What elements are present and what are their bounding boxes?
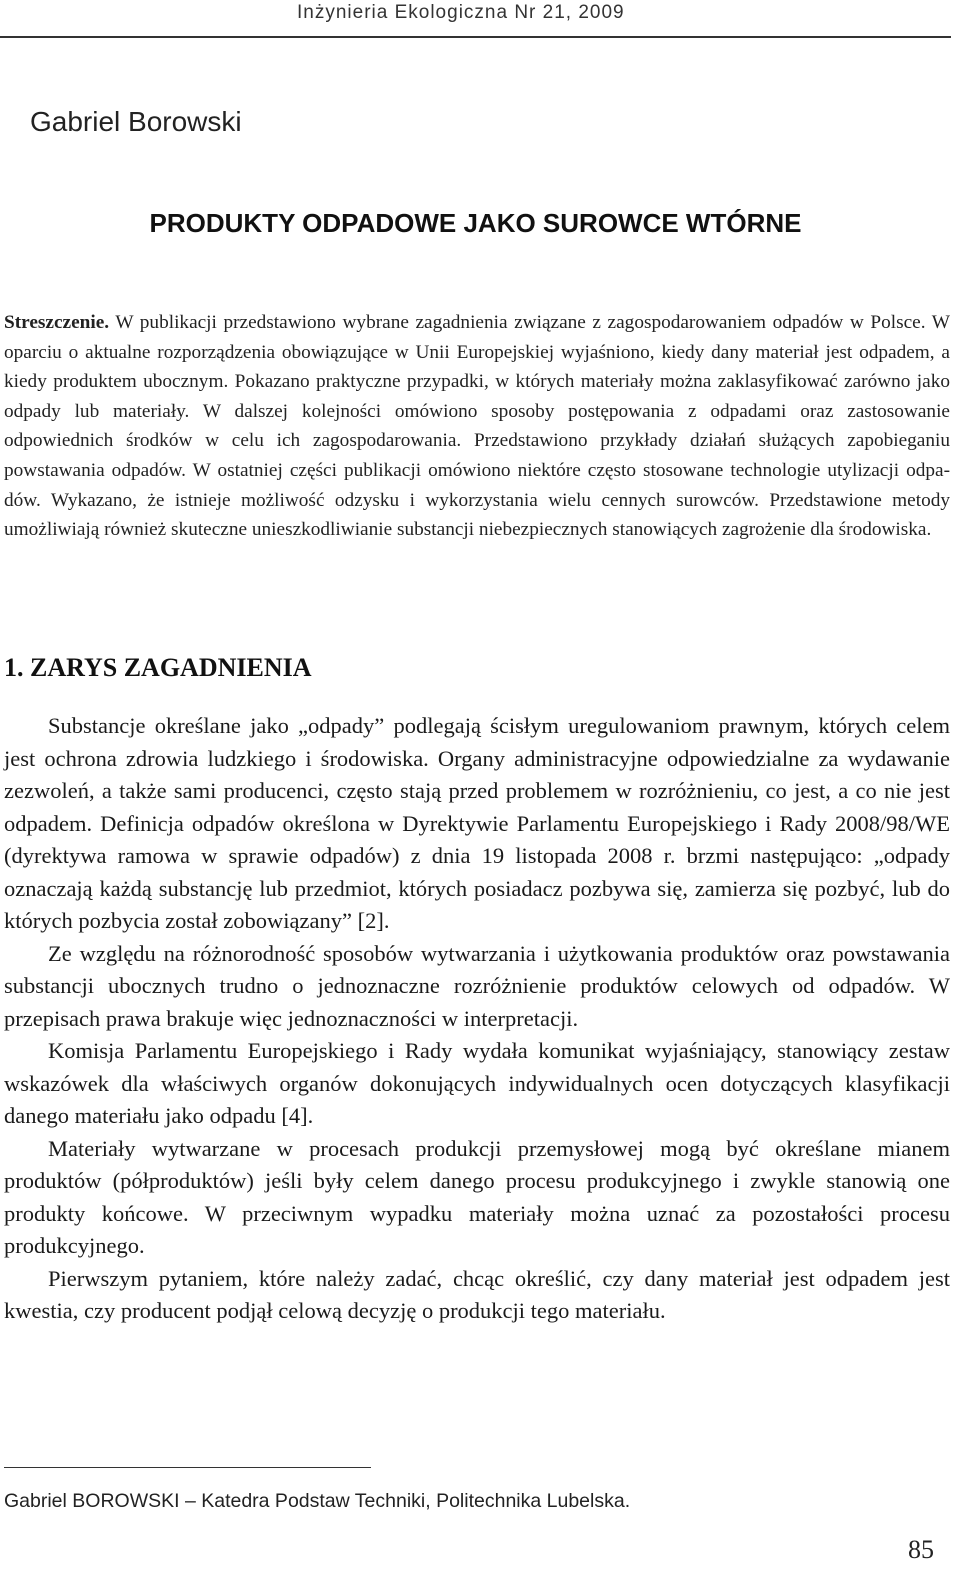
paragraph: Komisja Parlamentu Europejskiego i Rady wydała komunikat wyjaśniający, stanowiący zestaw wskazówek dla właściwych organów dokonujących indywidualnych ocen dotyczących klasyfikacji danego materiału jako odpadu [4]. — [4, 1038, 950, 1128]
paper-title: PRODUKTY ODPADOWE JAKO SUROWCE WTÓRNE — [149, 208, 802, 238]
footnote-divider — [4, 1467, 371, 1468]
abstract-text: W publikacji przedstawiono wybrane zagadnienia związane z zagospodarowaniem odpadów w Polsce. W oparciu o aktualne rozporządzenia obowiązujące w Unii Europejskiej wyjaśniono, kiedy dany materiał jest odpadem, a kiedy produktem ubocznym. Pokazano praktyczne przypadki, w których materiały można zaklasyfikować zarówno jako odpady lub materiały. W dalszej kolejności omówiono sposoby postępowania z odpadami oraz zastosowanie odpowiednich środków w celu ich zagospodarowania. Przedstawiono przykłady działań służących zapobieganiu powstawania odpadów. W ostatniej części publikacji omówiono niektóre często stosowane technologie utylizacji odpadów. Wykazano, że istnieje możliwość odzysku i wykorzystania wielu cennych surowców. Przedstawione metody umożliwiają również skuteczne unieszkodliwianie substancji niebezpiecznych stanowiących zagrożenie dla środowiska. — [4, 312, 950, 541]
page-number: 85 — [908, 1535, 934, 1564]
author-affiliation-footnote: Gabriel BOROWSKI – Katedra Podstaw Techniki, Politechnika Lubelska. — [4, 1490, 631, 1512]
abstract-lead: Streszczenie. — [4, 312, 110, 333]
section-body — [4, 710, 950, 1328]
author-name: Gabriel Borowski — [30, 106, 242, 137]
section-heading: 1. ZARYS ZAGADNIENIA — [4, 653, 312, 682]
paragraph: Ze względu na różnorodność sposobów wytwarzania i użytkowania produktów oraz powstawania substancji ubocznych trudno o jednoznaczne rozróżnienie produktów celowych od odpadów. W przepisach prawa brakuje więc jednoznaczności w interpretacji. — [4, 940, 950, 1031]
abstract — [4, 308, 950, 545]
paragraph: Materiały wytwarzane w procesach produkcji przemysłowej mogą być określane mianem produktów (półproduktów) jeśli były celem danego procesu produkcyjnego i zwykle stanowią one produkty końcowe. W przeciwnym wypadku materiały można uznać za pozostałości procesu produkcyjnego. — [4, 1135, 950, 1258]
journal-title: Inżynieria Ekologiczna Nr 21, 2009 — [297, 2, 625, 23]
paragraph: Substancje określane jako „odpady” podlegają ścisłym uregulowaniom prawnym, których celem jest ochrona zdrowia ludzkiego i środowiska. Organy administracyjne odpowiedzialne za wydawanie zezwoleń, a także sami producenci, często stają przed problemem w rozróżnieniu, co jest, a co nie jest odpadem. Definicja odpadów określona w Dyrektywie Parlamentu Europejskiego i Rady 2008/98/WE (dyrektywa ramowa w sprawie odpadów) z dnia 19 listopada 2008 r. brzmi następująco: „odpady oznaczają każdą substancję lub przedmiot, których posiadacz pozbywa się, zamierza się pozbyć, lub do których pozbycia został zobowiązany” [2]. — [4, 713, 950, 933]
paragraph: Pierwszym pytaniem, które należy zadać, chcąc określić, czy dany materiał jest odpadem jest kwestia, czy producent podjął celową decyzję o produkcji tego materiału. — [4, 1265, 950, 1323]
journal-header — [0, 0, 951, 38]
